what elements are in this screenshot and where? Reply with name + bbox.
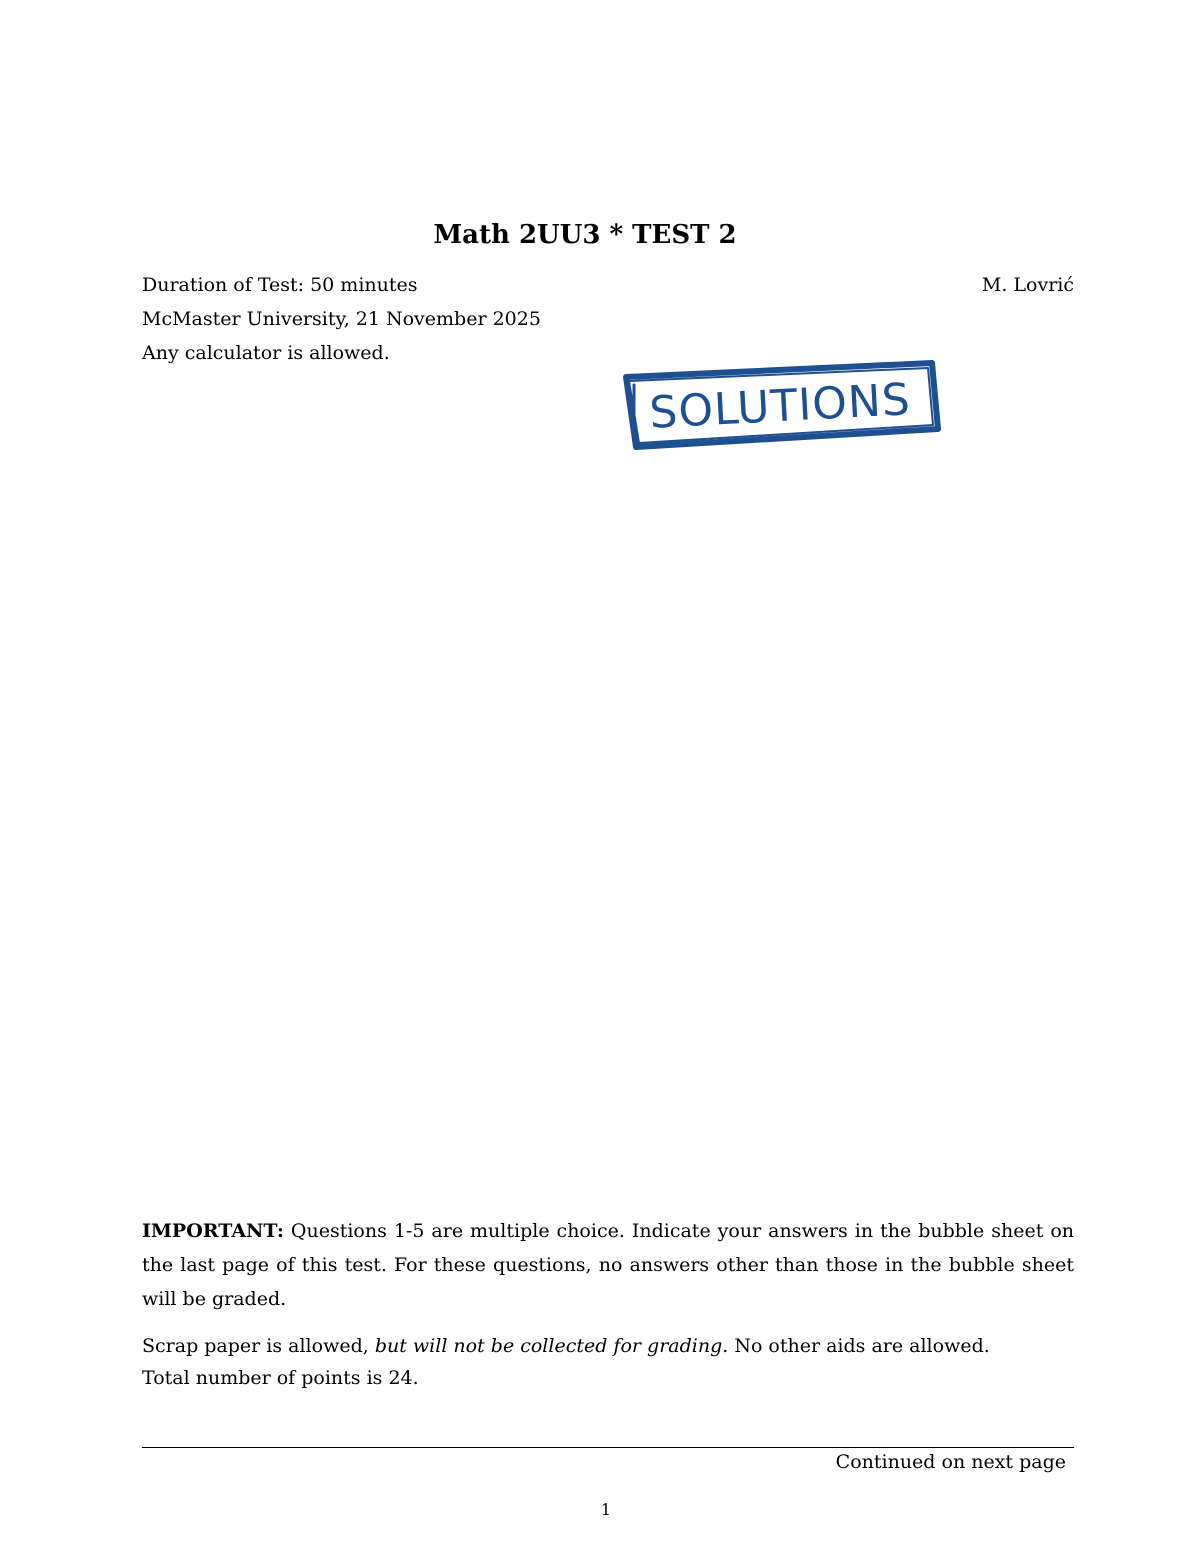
important-label: IMPORTANT:	[142, 1220, 284, 1242]
continued-note: Continued on next page	[835, 1451, 1066, 1473]
important-text: Questions 1-5 are multiple choice. Indicate your answers in the bubble sheet on the last page of this test. For these questions, no answers other than those in the bubble sheet will be graded.	[142, 1220, 1074, 1310]
solutions-stamp	[620, 355, 945, 455]
scrap-text-start: Scrap paper is allowed,	[142, 1335, 375, 1357]
exam-title: Math 2UU3 * TEST 2	[433, 220, 737, 250]
scrap-paper-note	[142, 1329, 1074, 1363]
page-number: 1	[600, 1500, 612, 1519]
test-duration: Duration of Test: 50 minutes	[142, 274, 418, 296]
important-instructions	[142, 1214, 1074, 1316]
calculator-note: Any calculator is allowed.	[142, 342, 390, 364]
stamp-text: SOLUTIONS	[648, 374, 912, 439]
footer-divider	[142, 1447, 1074, 1448]
scrap-text-end: No other aids are allowed.	[728, 1335, 990, 1357]
author-name: M. Lovrić	[981, 274, 1074, 296]
total-points: Total number of points is 24.	[142, 1367, 419, 1389]
institution-date: McMaster University, 21 November 2025	[142, 308, 541, 330]
scrap-text-italic: but will not be collected for grading.	[374, 1335, 729, 1357]
